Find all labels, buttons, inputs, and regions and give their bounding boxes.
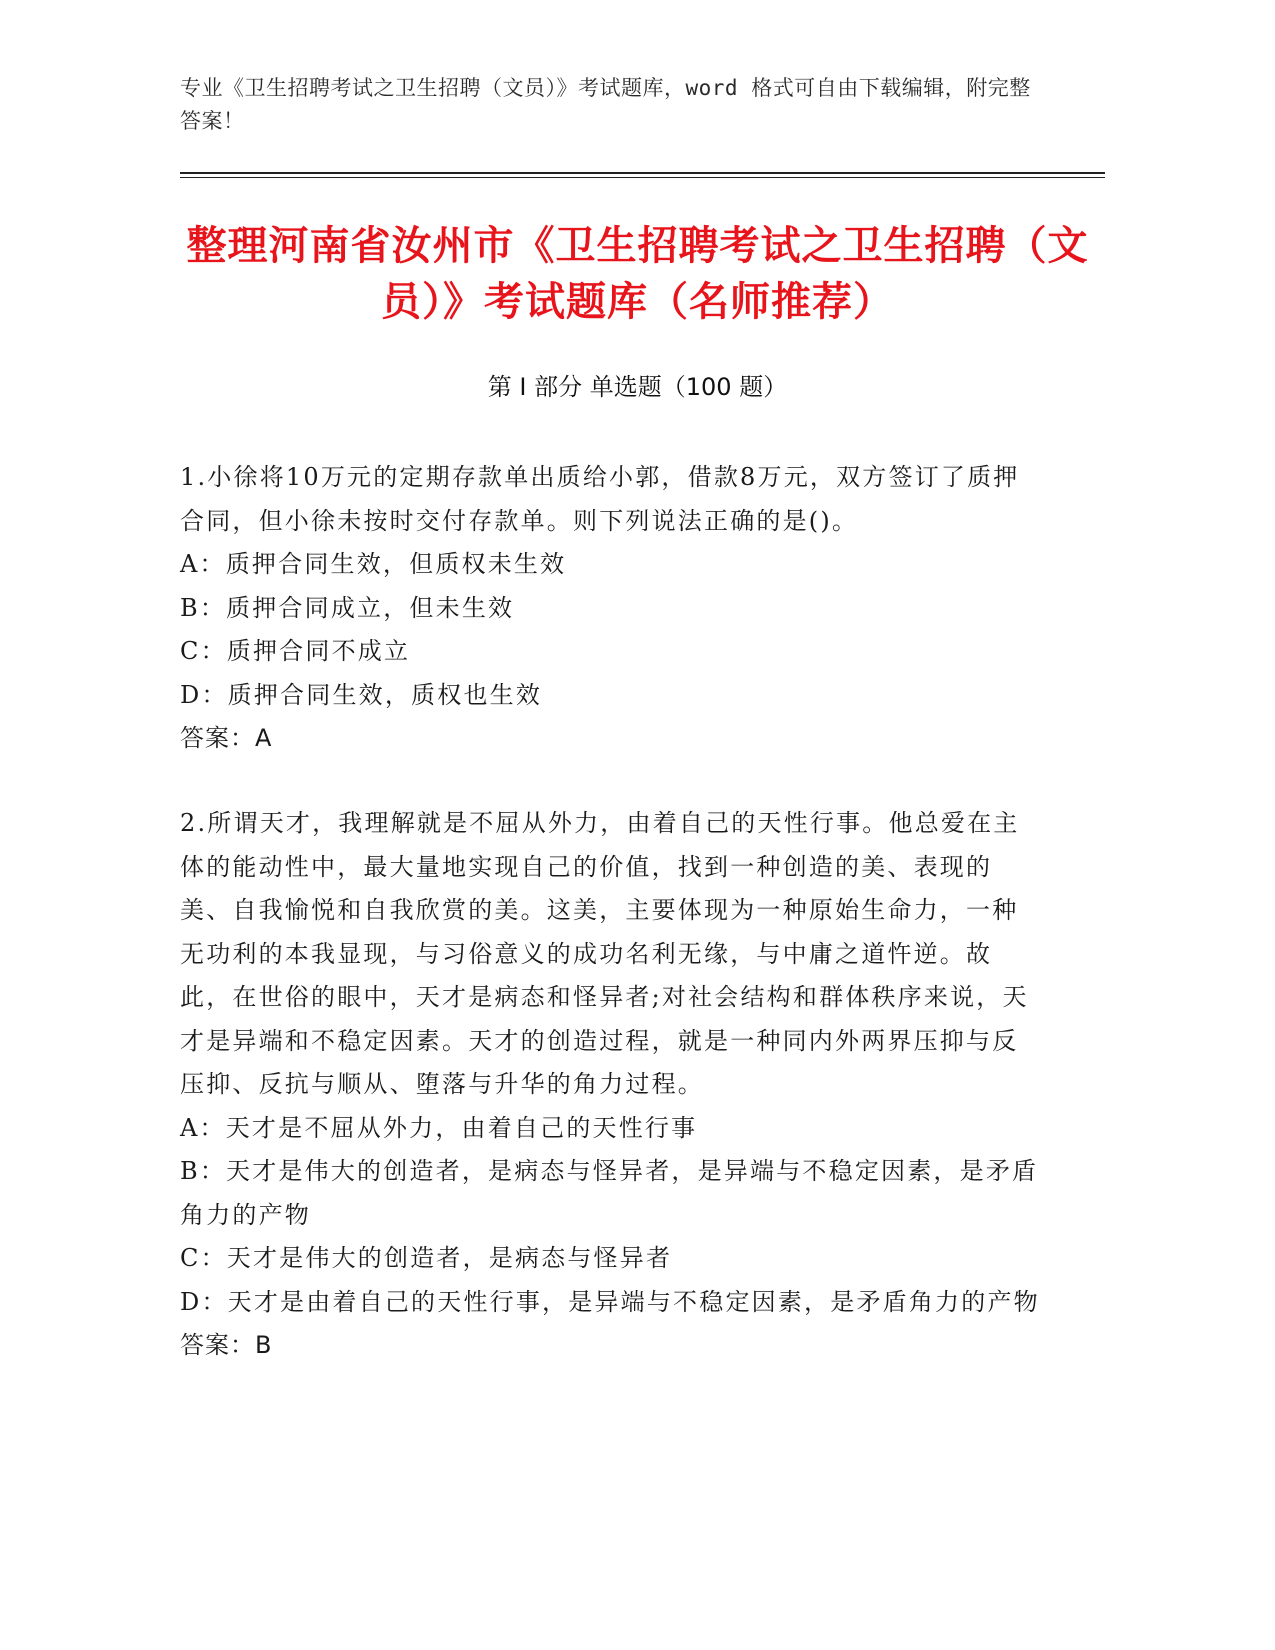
question-2 [180, 802, 1040, 1368]
answer: 答案：B [180, 1331, 273, 1359]
option-a: A：天才是不屈从外力，由着自己的天性行事 [180, 1113, 698, 1142]
section-heading: 第 I 部分 单选题（100 题） [487, 373, 788, 401]
question-1 [180, 456, 1040, 761]
option-b: B：质押合同成立，但未生效 [180, 593, 515, 622]
document-title: 整理河南省汝州市《卫生招聘考试之卫生招聘（文员）》考试题库（名师推荐） [186, 223, 1089, 325]
question-stem: 2.所谓天才，我理解就是不屈从外力，由着自己的天性行事。他总爱在主体的能动性中，最大量地实现自己的价值，找到一种创造的美、表现的美、自我愉悦和自我欣赏的美。这美，主要体现为一种原始生命力，一种无功利的本我显现，与习俗意义的成功名利无缘，与中庸之道忤逆。故此，在世俗的眼中，天才是病态和怪异者;对社会结构和群体秩序来说，天才是异端和不稳定因素。天才的创造过程，就是一种同内外两界压抑与反压抑、反抗与顺从、堕落与升华的角力过程。 [180, 809, 1029, 1098]
option-a: A：质押合同生效，但质权未生效 [180, 550, 567, 578]
answer: 答案：A [180, 724, 273, 752]
question-stem: 1.小徐将10万元的定期存款单出质给小郭，借款8万元，双方签订了质押合同，但小徐未按时交付存款单。则下列说法正确的是()。 [180, 463, 1020, 535]
option-c: C：质押合同不成立 [180, 637, 411, 665]
option-c: C：天才是伟大的创造者，是病态与怪异者 [180, 1244, 673, 1272]
header-note: 专业《卫生招聘考试之卫生招聘（文员）》考试题库，word 格式可自由下载编辑，附完整答案！ [180, 76, 1031, 133]
header-divider-thick [180, 172, 1105, 174]
option-d: D：天才是由着自己的天性行事，是异端与不稳定因素，是矛盾角力的产物 [180, 1287, 1040, 1316]
header-divider-thin [180, 177, 1105, 178]
option-b: B：天才是伟大的创造者，是病态与怪异者，是异端与不稳定因素，是矛盾角力的产物 [180, 1157, 1039, 1229]
option-d: D：质押合同生效，质权也生效 [180, 680, 543, 709]
